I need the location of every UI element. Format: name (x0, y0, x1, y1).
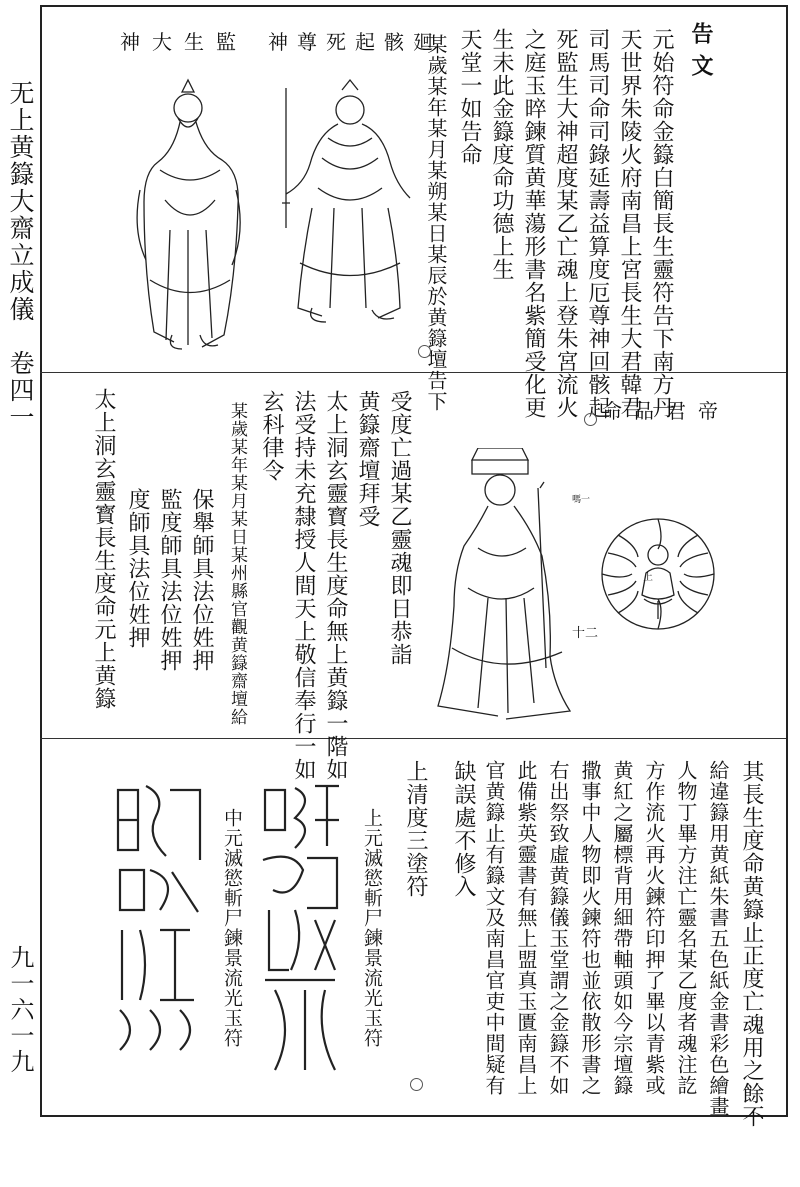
middle-primordial-talisman (110, 780, 210, 1060)
text-column: 之庭玉晬鍊質黄華蕩形書名紫簡受化更 (521, 28, 546, 419)
text-column: 玄科律令 (259, 390, 284, 482)
margin-circle (410, 1078, 423, 1091)
margin-circle (584, 413, 597, 426)
margin-page-number: 九一六一九 (6, 945, 34, 1075)
text-column: 死監生大神超度某乙亡魂上登朱宮流火 (553, 28, 578, 419)
text-column: 黄紅之屬標背用細帶軸頭如今宗壇籙 (610, 760, 634, 1096)
radiant-infant-medallion (598, 515, 718, 633)
medallion-label: 上 (643, 572, 653, 583)
text-column-signature: 保舉師具法位姓押 (189, 488, 214, 672)
text-column: 右出祭致虛黄籙儀玉堂謂之金籙不如 (546, 760, 570, 1096)
text-column: 黄籙齋壇拜受 (355, 390, 380, 528)
text-column: 受度亡過某乙靈魂即日恭詣 (387, 390, 412, 666)
text-column: 天堂一如告命 (457, 28, 482, 166)
upper-primordial-talisman (255, 780, 350, 1080)
text-column: 生未此金籙度命功德上生 (489, 28, 514, 281)
text-column-date: 某歲某年某月某日某州縣官觀黄籙齋壇給 (227, 402, 247, 726)
panel-divider-lower (40, 738, 786, 739)
figure-mark: 嗎一 (572, 495, 591, 505)
text-column: 此備紫英靈書有無上盟真玉匱南昌上 (514, 760, 538, 1096)
text-column: 太上洞玄靈寳長生度命無上黄籙一階如 (323, 390, 348, 781)
margin-circle (418, 345, 431, 358)
dijun-official-illustration (428, 448, 598, 723)
text-column-date: 某歲某年某月某朔某日某辰於黄籙壇告下 (424, 34, 448, 412)
talisman-caption-upper: 上元滅慾斬尸鍊景流光玉符 (361, 808, 383, 1048)
caption-dijun-pinming: 帝君品命 (602, 399, 730, 423)
text-column: 太上洞玄靈寳長生度命元上黄籙 (91, 388, 116, 710)
text-column: 元始符命金籙白簡長生靈符告下南方丹 (649, 28, 674, 419)
text-column: 天世界朱陵火府南昌上宮長生大君韓君 (617, 28, 642, 419)
text-column: 官黄籙止有籙文及南昌官吏中間疑有 (482, 760, 506, 1096)
talisman-caption-middle: 中元滅慾斬尸鍊景流光玉符 (221, 808, 243, 1048)
heading-gaowen: 告文 (688, 22, 714, 86)
text-column: 司馬司命司錄延壽益算度厄尊神回骸起 (585, 28, 610, 419)
margin-book-title: 无上黄籙大齋立成儀 卷四一 (6, 80, 35, 431)
caption-huihai-qisi: 廻骸起死尊神 (268, 30, 442, 54)
text-column: 撒事中人物即火鍊符也並依散形書之 (578, 760, 602, 1096)
text-column: 人物丁畢方注亡靈名某乙度者魂注訖 (674, 760, 698, 1096)
text-column: 給違籙用黄紙朱書五色紙金書彩色繪畫 (706, 760, 730, 1117)
text-column: 方作流火再火鍊符印押了畢以青紫或 (642, 760, 666, 1096)
figure-mark: 十二 (572, 626, 599, 641)
text-column-signature: 監度師具法位姓押 (157, 488, 182, 672)
deity-huihai-illustration (272, 78, 422, 333)
deity-jiansheng-illustration (120, 70, 260, 355)
text-column-signature: 度師具法位姓押 (125, 488, 150, 649)
text-column: 法受持未充隸授人間天上敬信奉行一如 (291, 390, 316, 781)
text-column: 其長生度命黄籙止正度亡魂用之餘不 (739, 760, 764, 1128)
caption-jiansheng-dashen: 監生大神 (120, 30, 248, 54)
panel-divider-upper (40, 372, 786, 373)
text-column: 缺誤處不修入 (451, 760, 476, 898)
talisman-heading: 上清度三塗符 (403, 760, 428, 898)
